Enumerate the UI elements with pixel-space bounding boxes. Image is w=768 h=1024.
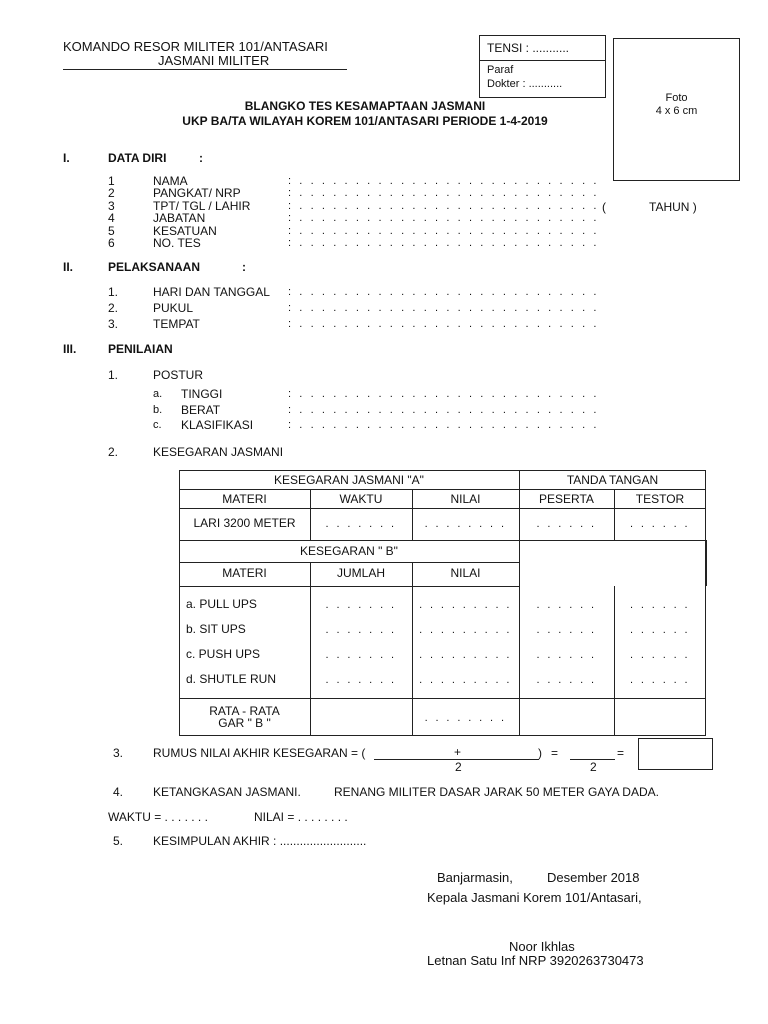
- postur-label: POSTUR: [153, 368, 204, 382]
- signature-place: Banjarmasin,: [437, 870, 513, 885]
- row-pull-ups-label: a. PULL UPS: [186, 597, 257, 611]
- postur-label-berat: BERAT: [181, 403, 221, 417]
- form-subtitle: UKP BA/TA WILAYAH KOREM 101/ANTASARI PERIODE 1-4-2019: [182, 114, 548, 128]
- col-b-nilai: NILAI: [450, 566, 481, 580]
- photo-label: Foto: [665, 92, 688, 104]
- row-lari-testor[interactable]: . . . . . .: [629, 518, 691, 530]
- col-waktu: WAKTU: [339, 492, 383, 506]
- table-line: [179, 508, 706, 509]
- tahun-label: TAHUN ): [649, 200, 697, 214]
- pelaksanaan-num-3: 3.: [108, 317, 119, 331]
- signature-name: Noor Ikhlas: [509, 939, 575, 954]
- row-shutle-run-nilai[interactable]: . . . . . . . . .: [419, 674, 512, 686]
- waktu-field[interactable]: WAKTU = . . . . . . .: [108, 810, 208, 824]
- rumus-close-paren: ): [538, 746, 542, 760]
- row-lari-waktu[interactable]: . . . . . . .: [325, 518, 397, 530]
- data-diri-label-2: PANGKAT/ NRP: [153, 186, 241, 200]
- rumus-equals-2: =: [617, 746, 625, 760]
- col-b-materi: MATERI: [222, 566, 267, 580]
- data-diri-label-5: KESATUAN: [153, 224, 217, 238]
- data-diri-num-1: 1: [108, 174, 115, 188]
- paraf-label: Paraf: [487, 64, 514, 76]
- signature-role: Kepala Jasmani Korem 101/Antasari,: [427, 890, 642, 905]
- pelaksanaan-field-3[interactable]: : . . . . . . . . . . . . . . . . . . . . . . . . . . .: [288, 318, 600, 330]
- row-shutle-run-peserta[interactable]: . . . . . .: [536, 674, 597, 686]
- data-diri-label-4: JABATAN: [153, 211, 206, 225]
- row-pull-ups-jumlah[interactable]: . . . . . . .: [325, 599, 397, 611]
- rumus-label: RUMUS NILAI AKHIR KESEGARAN = (: [153, 746, 366, 760]
- kesimpulan-number: 5.: [113, 834, 124, 848]
- pelaksanaan-field-2[interactable]: : . . . . . . . . . . . . . . . . . . . . . . . . . . .: [288, 302, 600, 314]
- section2-title: PELAKSANAAN: [108, 260, 201, 274]
- section3-title: PENILAIAN: [108, 342, 173, 356]
- table-header-b: KESEGARAN " B": [300, 544, 398, 558]
- pelaksanaan-label-3: TEMPAT: [153, 317, 200, 331]
- row-push-ups-nilai[interactable]: . . . . . . . . .: [419, 649, 512, 661]
- kesimpulan-label[interactable]: KESIMPULAN AKHIR : ..........................: [153, 834, 367, 848]
- table-line: [179, 489, 706, 490]
- data-diri-num-4: 4: [108, 211, 115, 225]
- data-diri-label-3: TPT/ TGL / LAHIR: [153, 199, 251, 213]
- pelaksanaan-label-2: PUKUL: [153, 301, 194, 315]
- data-diri-field-1[interactable]: : . . . . . . . . . . . . . . . . . . . . . . . . . . .: [288, 175, 600, 187]
- table-header-tanda-tangan: TANDA TANGAN: [566, 473, 659, 487]
- row-sit-ups-nilai[interactable]: . . . . . . . . .: [419, 624, 512, 636]
- postur-field-klasifikasi[interactable]: : . . . . . . . . . . . . . . . . . . . . . . . . . . .: [288, 419, 600, 431]
- row-push-ups-label: c. PUSH UPS: [186, 647, 261, 661]
- table-line: [179, 586, 519, 587]
- row-push-ups-peserta[interactable]: . . . . . .: [536, 649, 597, 661]
- rumus-equals-1: =: [551, 746, 559, 760]
- kesegaran-label: KESEGARAN JASMANI: [153, 445, 284, 459]
- row-rata-label-2: GAR " B ": [218, 716, 271, 730]
- table-header-a: KESEGARAN JASMANI "A": [274, 473, 424, 487]
- pelaksanaan-label-1: HARI DAN TANGGAL: [153, 285, 270, 299]
- row-lari-peserta[interactable]: . . . . . .: [536, 518, 597, 530]
- data-diri-num-6: 6: [108, 236, 115, 250]
- tensi-divider: [479, 60, 606, 61]
- row-pull-ups-testor[interactable]: . . . . . .: [629, 599, 691, 611]
- section1-title: DATA DIRI: [108, 151, 167, 165]
- pelaksanaan-field-1[interactable]: : . . . . . . . . . . . . . . . . . . . . . . . . . . .: [288, 286, 600, 298]
- data-diri-field-2[interactable]: : . . . . . . . . . . . . . . . . . . . . . . . . . . .: [288, 187, 600, 199]
- table-line: [705, 540, 707, 586]
- postur-number: 1.: [108, 368, 119, 382]
- data-diri-label-1: NAMA: [153, 174, 188, 188]
- tensi-field: TENSI : ...........: [487, 41, 570, 55]
- col-testor: TESTOR: [635, 492, 685, 506]
- header-unit: JASMANI MILITER: [158, 53, 270, 68]
- tahun-open-paren: (: [602, 200, 606, 214]
- pelaksanaan-num-1: 1.: [108, 285, 119, 299]
- pelaksanaan-num-2: 2.: [108, 301, 119, 315]
- row-shutle-run-testor[interactable]: . . . . . .: [629, 674, 691, 686]
- row-lari-nilai[interactable]: . . . . . . . .: [424, 518, 507, 530]
- rumus-denominator-1: 2: [455, 760, 462, 774]
- row-push-ups-jumlah[interactable]: . . . . . . .: [325, 649, 397, 661]
- signature-date: Desember 2018: [547, 870, 640, 885]
- row-rata-label-1: RATA - RATA: [209, 704, 280, 718]
- form-title: BLANGKO TES KESAMAPTAAN JASMANI: [244, 99, 486, 113]
- section3-number: III.: [63, 342, 77, 356]
- table-line: [179, 698, 706, 699]
- row-shutle-run-label: d. SHUTLE RUN: [186, 672, 277, 686]
- rumus-number: 3.: [113, 746, 124, 760]
- table-line: [179, 540, 706, 541]
- data-diri-field-3[interactable]: : . . . . . . . . . . . . . . . . . . . . . . . . . . .: [288, 200, 600, 212]
- row-sit-ups-jumlah[interactable]: . . . . . . .: [325, 624, 397, 636]
- row-lari-label: LARI 3200 METER: [193, 516, 296, 530]
- row-pull-ups-peserta[interactable]: . . . . . .: [536, 599, 597, 611]
- data-diri-num-3: 3: [108, 199, 115, 213]
- header-org: KOMANDO RESOR MILITER 101/ANTASARI: [63, 39, 328, 54]
- data-diri-num-2: 2: [108, 186, 115, 200]
- photo-size: 4 x 6 cm: [655, 105, 698, 117]
- kesegaran-number: 2.: [108, 445, 119, 459]
- postur-letter-c: c.: [153, 419, 162, 431]
- postur-letter-a: a.: [153, 388, 163, 400]
- postur-label-klasifikasi: KLASIFIKASI: [181, 418, 254, 432]
- row-sit-ups-label: b. SIT UPS: [186, 622, 246, 636]
- data-diri-num-5: 5: [108, 224, 115, 238]
- postur-field-berat[interactable]: : . . . . . . . . . . . . . . . . . . . . . . . . . . .: [288, 404, 600, 416]
- rumus-plus: +: [454, 745, 462, 759]
- postur-letter-b: b.: [153, 404, 163, 416]
- row-shutle-run-jumlah[interactable]: . . . . . . .: [325, 674, 397, 686]
- ketangkasan-number: 4.: [113, 785, 124, 799]
- postur-label-tinggi: TINGGI: [181, 387, 223, 401]
- nilai-field[interactable]: NILAI = . . . . . . . .: [254, 810, 348, 824]
- section1-colon: :: [199, 151, 203, 165]
- data-diri-label-6: NO. TES: [153, 236, 201, 250]
- row-sit-ups-testor[interactable]: . . . . . .: [629, 624, 691, 636]
- header-underline: [63, 69, 347, 70]
- data-diri-field-6[interactable]: : . . . . . . . . . . . . . . . . . . . . . . . . . . .: [288, 237, 600, 249]
- row-pull-ups-nilai[interactable]: . . . . . . . . .: [419, 599, 512, 611]
- ketangkasan-label: KETANGKASAN JASMANI.: [153, 785, 301, 799]
- col-peserta: PESERTA: [539, 492, 594, 506]
- col-materi: MATERI: [222, 492, 267, 506]
- rumus-denominator-2: 2: [590, 760, 597, 774]
- rumus-result-box[interactable]: [638, 738, 713, 770]
- data-diri-field-5[interactable]: : . . . . . . . . . . . . . . . . . . . . . . . . . . .: [288, 225, 600, 237]
- data-diri-field-4[interactable]: : . . . . . . . . . . . . . . . . . . . . . . . . . . .: [288, 212, 600, 224]
- col-nilai: NILAI: [450, 492, 481, 506]
- col-b-jumlah: JUMLAH: [336, 566, 385, 580]
- row-rata-nilai[interactable]: . . . . . . . .: [424, 712, 507, 724]
- renang-label: RENANG MILITER DASAR JARAK 50 METER GAYA DADA.: [334, 785, 659, 799]
- row-push-ups-testor[interactable]: . . . . . .: [629, 649, 691, 661]
- postur-field-tinggi[interactable]: : . . . . . . . . . . . . . . . . . . . . . . . . . . .: [288, 388, 600, 400]
- section1-number: I.: [63, 151, 70, 165]
- section2-colon: :: [242, 260, 246, 274]
- table-line: [179, 562, 519, 563]
- section2-number: II.: [63, 260, 74, 274]
- row-sit-ups-peserta[interactable]: . . . . . .: [536, 624, 597, 636]
- signature-rank: Letnan Satu Inf NRP 3920263730473: [427, 953, 644, 968]
- dokter-field: Dokter : ...........: [487, 78, 563, 90]
